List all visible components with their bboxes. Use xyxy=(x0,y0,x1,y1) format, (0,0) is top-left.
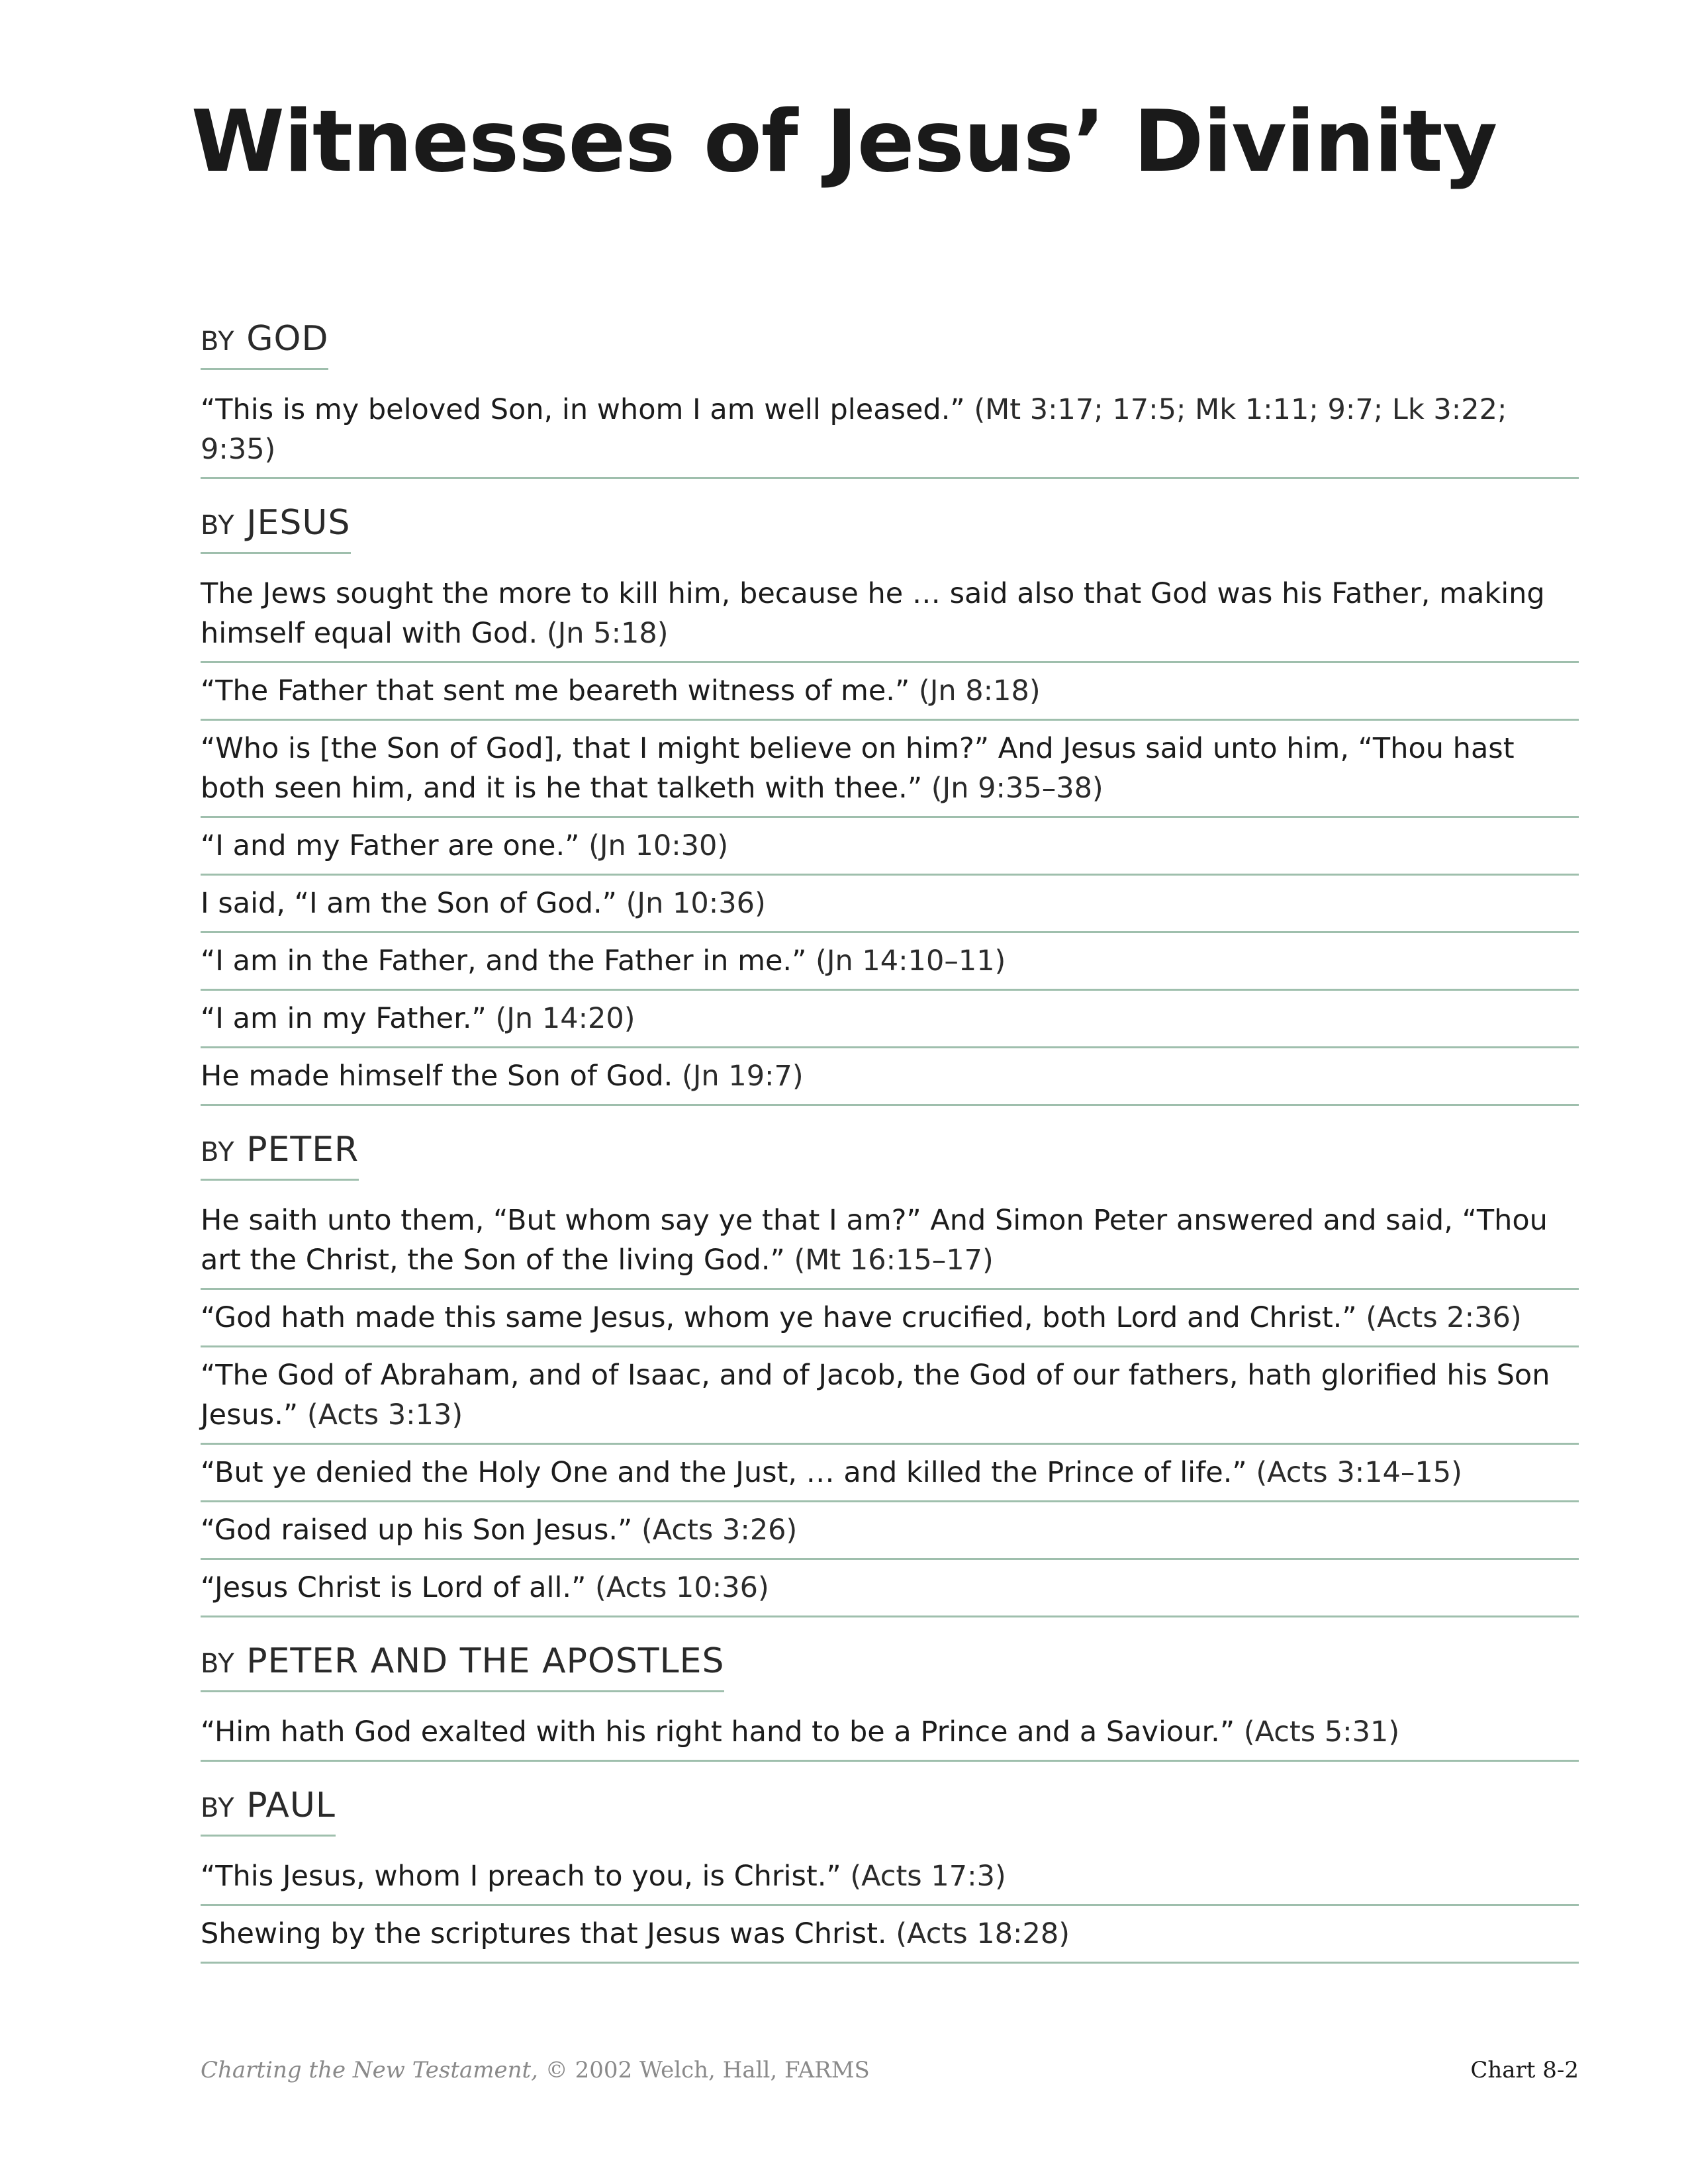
entry-reference: (Mt 3:17; 17:5; Mk 1:11; 9:7; Lk 3:22; 9:35) xyxy=(201,393,1507,466)
entry-quote: “This Jesus, whom I preach to you, is Christ.” xyxy=(201,1860,841,1893)
section-by-peter-and-the-apostles xyxy=(201,1617,1579,1762)
entry-quote: “The God of Abraham, and of Isaac, and of Jacob, the God of our fathers, hath glorified his Son Jesus.” xyxy=(201,1359,1550,1432)
heading-name: JESUS xyxy=(246,503,351,543)
heading-prefix: BY xyxy=(201,1793,235,1823)
entry-reference: (Jn 14:10–11) xyxy=(816,944,1006,978)
witness-entry xyxy=(201,663,1579,721)
footer-copyright: © 2002 Welch, Hall, FARMS xyxy=(545,2057,870,2083)
entry-reference: (Acts 3:14–15) xyxy=(1256,1456,1462,1489)
entry-reference: (Mt 16:15–17) xyxy=(794,1244,994,1277)
section-by-peter xyxy=(201,1106,1579,1617)
entry-reference: (Acts 18:28) xyxy=(896,1917,1070,1950)
section-by-jesus xyxy=(201,479,1579,1106)
heading-name: PAUL xyxy=(246,1786,336,1825)
witness-entry xyxy=(201,566,1579,663)
entry-quote: “Him hath God exalted with his right hand to be a Prince and a Saviour.” xyxy=(201,1715,1235,1749)
entry-quote: “God raised up his Son Jesus.” xyxy=(201,1514,633,1547)
entry-reference: (Acts 5:31) xyxy=(1243,1715,1400,1749)
section-heading xyxy=(201,315,328,370)
entry-reference: (Jn 10:30) xyxy=(588,829,729,862)
heading-name: PETER AND THE APOSTLES xyxy=(246,1641,725,1681)
entry-quote: “God hath made this same Jesus, whom ye have crucified, both Lord and Christ.” xyxy=(201,1301,1357,1334)
section-by-god xyxy=(201,295,1579,479)
entry-reference: (Acts 3:13) xyxy=(306,1398,463,1432)
witness-list xyxy=(201,295,1579,1964)
entry-quote: He saith unto them, “But whom say ye that I am?” And Simon Peter answered and said, “Thou art the Christ, the Son of the living God.” xyxy=(201,1204,1548,1277)
witness-entry xyxy=(201,382,1579,479)
section-heading xyxy=(201,1637,724,1692)
heading-name: PETER xyxy=(246,1130,359,1169)
witness-entry xyxy=(201,1848,1579,1906)
heading-prefix: BY xyxy=(201,326,235,357)
entry-reference: (Jn 19:7) xyxy=(681,1060,804,1093)
entry-quote: “I am in my Father.” xyxy=(201,1002,487,1035)
entry-reference: (Jn 9:35–38) xyxy=(931,772,1103,805)
entry-reference: (Acts 3:26) xyxy=(641,1514,798,1547)
entry-quote: Shewing by the scriptures that Jesus was Christ. xyxy=(201,1917,887,1950)
entry-quote: “Who is [the Son of God], that I might believe on him?” And Jesus said unto him, “Thou hast both seen him, and it is he that talketh with thee.” xyxy=(201,732,1515,805)
entry-quote: “This is my beloved Son, in whom I am well pleased.” xyxy=(201,393,965,426)
entry-quote: The Jews sought the more to kill him, because he … said also that God was his Father, making himself equal with God. xyxy=(201,577,1545,650)
witness-entry xyxy=(201,876,1579,933)
witness-entry xyxy=(201,818,1579,876)
witness-entry xyxy=(201,1048,1579,1106)
heading-name: GOD xyxy=(246,319,329,359)
entry-reference: (Jn 5:18) xyxy=(546,617,669,650)
entry-reference: (Jn 10:36) xyxy=(626,887,766,920)
footer-chart-number: Chart 8-2 xyxy=(1470,2057,1579,2083)
entry-quote: “I and my Father are one.” xyxy=(201,829,580,862)
witness-entry xyxy=(201,1704,1579,1762)
section-heading xyxy=(201,1782,336,1837)
entry-reference: (Acts 10:36) xyxy=(595,1571,769,1604)
section-heading xyxy=(201,499,351,554)
entry-quote: “Jesus Christ is Lord of all.” xyxy=(201,1571,586,1604)
footer-source xyxy=(201,2057,870,2083)
heading-prefix: BY xyxy=(201,510,235,541)
witness-entry xyxy=(201,1502,1579,1560)
entry-reference: (Acts 17:3) xyxy=(850,1860,1006,1893)
witness-entry xyxy=(201,1290,1579,1347)
witness-entry xyxy=(201,1906,1579,1964)
witness-entry xyxy=(201,721,1579,818)
footer-book-title: Charting the New Testament, xyxy=(201,2057,538,2083)
witness-entry xyxy=(201,1193,1579,1290)
page-title: Witnesses of Jesus’ Divinity xyxy=(191,93,1497,191)
witness-entry xyxy=(201,1347,1579,1445)
entry-reference: (Jn 8:18) xyxy=(918,674,1041,707)
entry-quote: “But ye denied the Holy One and the Just, … and killed the Prince of life.” xyxy=(201,1456,1247,1489)
section-heading xyxy=(201,1126,359,1181)
heading-prefix: BY xyxy=(201,1137,235,1167)
witness-entry xyxy=(201,1445,1579,1502)
entry-reference: (Jn 14:20) xyxy=(495,1002,635,1035)
entry-quote: I said, “I am the Son of God.” xyxy=(201,887,617,920)
entry-quote: He made himself the Son of God. xyxy=(201,1060,673,1093)
entry-reference: (Acts 2:36) xyxy=(1366,1301,1522,1334)
witness-entry xyxy=(201,991,1579,1048)
entry-quote: “The Father that sent me beareth witness of me.” xyxy=(201,674,910,707)
heading-prefix: BY xyxy=(201,1649,235,1679)
section-by-paul xyxy=(201,1762,1579,1964)
witness-entry xyxy=(201,933,1579,991)
witness-entry xyxy=(201,1560,1579,1617)
entry-quote: “I am in the Father, and the Father in me.” xyxy=(201,944,807,978)
